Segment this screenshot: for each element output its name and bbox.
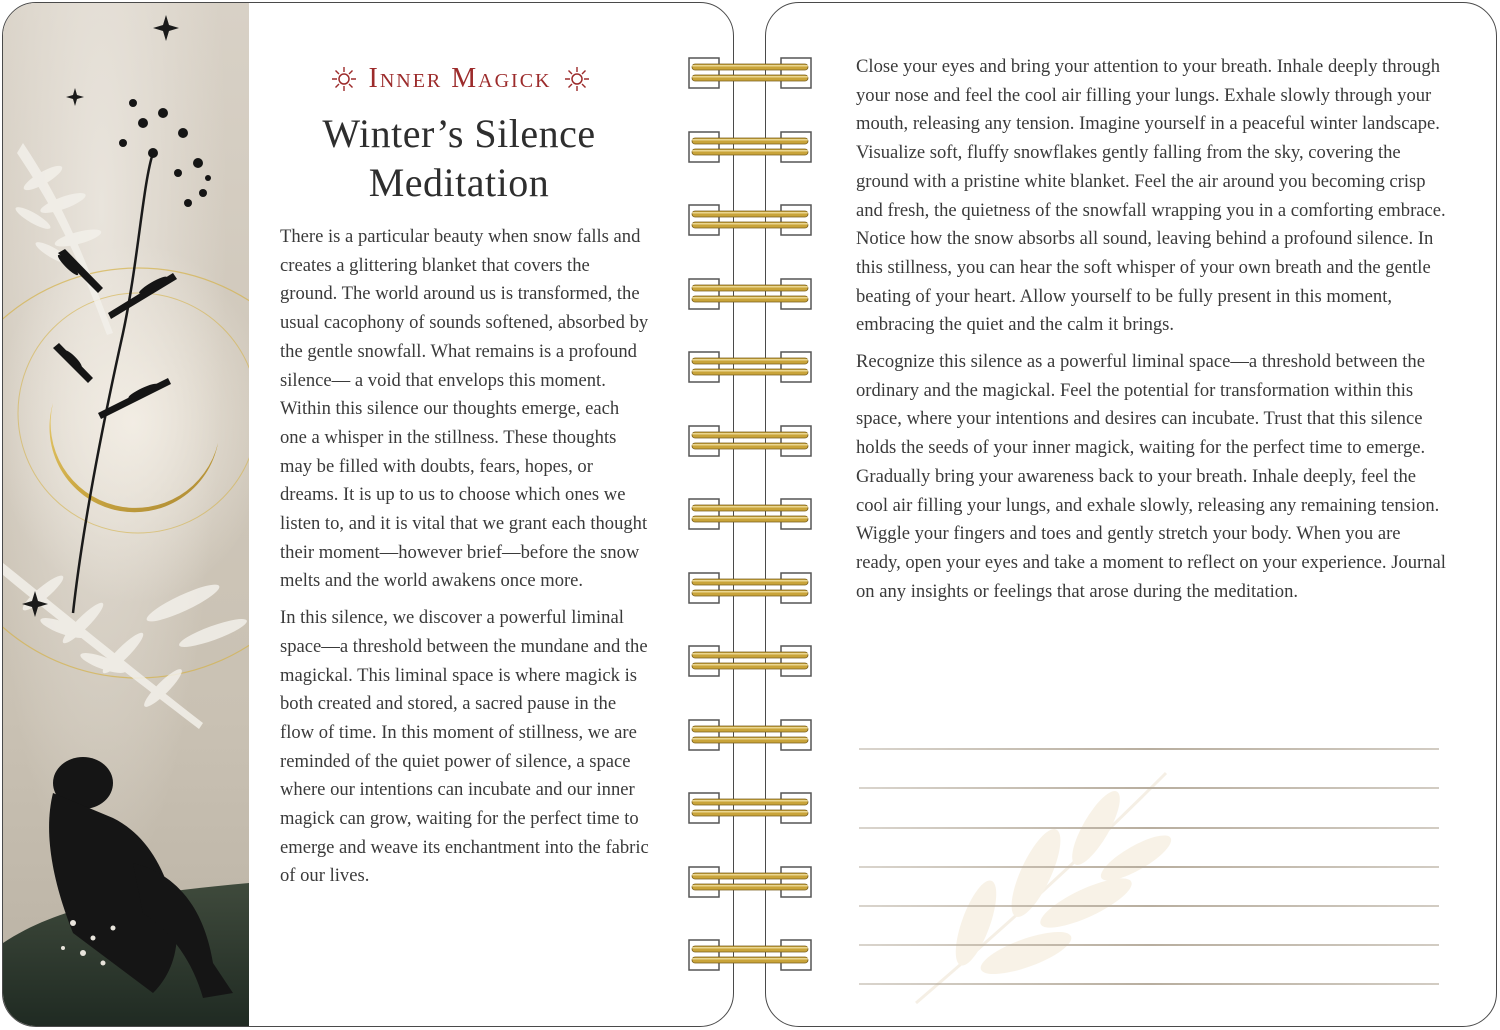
leaf-watermark-icon — [886, 763, 1186, 1013]
left-paragraph-1: There is a particular beauty when snow falls and creates a glittering blanket that covers the ground. The world around us is transformed, the usual cacophony of sounds softened, absorbed by the gentle snowfall. What remains is a profound silence— a void that envelops this moment. Within this silence our thoughts emerge, each one a whisper in the stillness. These thoughts may be filled with doubts, fears, hopes, or dreams. It is up to us to choose which ones we listen to, and it is vital that we grant each thought their moment—however brief—before the snow melts and the world awakens once more. — [280, 226, 649, 592]
illustration-panel — [3, 3, 249, 1026]
left-paragraph-2: In this silence, we discover a powerful liminal space—a threshold between the mundane and the magickal. This liminal space is where magick is both created and stored, a sacred pause in the flow of time. In this moment of stillness, we are reminded of the quiet power of silence, a space where our intentions can incubate and our inner magick can grow, waiting for the perfect time to emerge and weave its enchantment into the fabric of our lives. — [280, 607, 649, 887]
section-header — [270, 63, 650, 95]
journal-line[interactable] — [859, 905, 1439, 907]
binding-ring — [688, 790, 812, 826]
binding-ring — [688, 643, 812, 679]
right-paragraph-1: Close your eyes and bring your attention to your breath. Inhale deeply through your nose and feel the cool air filling your lungs. Exhale slowly through your mouth, releasing any tension. Imagine yourself in a peaceful winter landscape. Visualize soft, fluffy snowflakes gently falling from the sky, covering the ground with a pristine white blanket. Feel the air around you becoming crisp and fresh, the quietness of the snowfall wrapping you in a comforting embrace. Notice how the snow absorbs all sound, leaving behind a profound silence. In this stillness, you can hear the soft whisper of your own breath and the gentle beating of your heart. Allow yourself to be fully present in this moment, embracing the quiet and the calm it brings. — [856, 56, 1446, 336]
binding-ring — [688, 202, 812, 238]
journal-line[interactable] — [859, 748, 1439, 750]
binding-ring — [688, 864, 812, 900]
binding-ring — [688, 129, 812, 165]
title-line-1: Winter’s Silence — [322, 111, 596, 156]
header-label: Inner Magick — [368, 63, 552, 94]
journal-line[interactable] — [859, 944, 1439, 946]
page-title — [268, 109, 650, 207]
right-text-column — [856, 53, 1446, 614]
journal-line[interactable] — [859, 866, 1439, 868]
title-line-2: Meditation — [368, 160, 550, 205]
right-paragraph-2: Recognize this silence as a powerful liminal space—a threshold between the ordinary and the magickal. Feel the potential for transformation within this space, where your intentions and desires can incubate. Trust that this silence holds the seeds of your inner magick, waiting for the perfect time to emerge. Gradually bring your awareness back to your breath. Inhale deeply, feel the cool air filling your lungs, and exhale slowly, releasing any remaining tension. Wiggle your fingers and toes and gently stretch your body. When you are ready, open your eyes and take a moment to reflect on your experience. Journal on any insights or feelings that arose during the meditation. — [856, 351, 1446, 602]
binding-ring — [688, 55, 812, 91]
journal-line[interactable] — [859, 827, 1439, 829]
journal-line[interactable] — [859, 787, 1439, 789]
left-page — [2, 2, 734, 1027]
sun-ornament-icon — [331, 66, 357, 92]
left-text-column — [280, 63, 650, 899]
right-page — [765, 2, 1497, 1027]
binding-ring — [688, 937, 812, 973]
binding-ring — [688, 276, 812, 312]
sun-ornament-icon — [564, 66, 590, 92]
journal-line[interactable] — [859, 983, 1439, 985]
binding-ring — [688, 570, 812, 606]
binding-ring — [688, 423, 812, 459]
binding-ring — [688, 496, 812, 532]
binding-ring — [688, 349, 812, 385]
moon-botanical-illustration — [3, 3, 249, 1027]
binding-ring — [688, 717, 812, 753]
